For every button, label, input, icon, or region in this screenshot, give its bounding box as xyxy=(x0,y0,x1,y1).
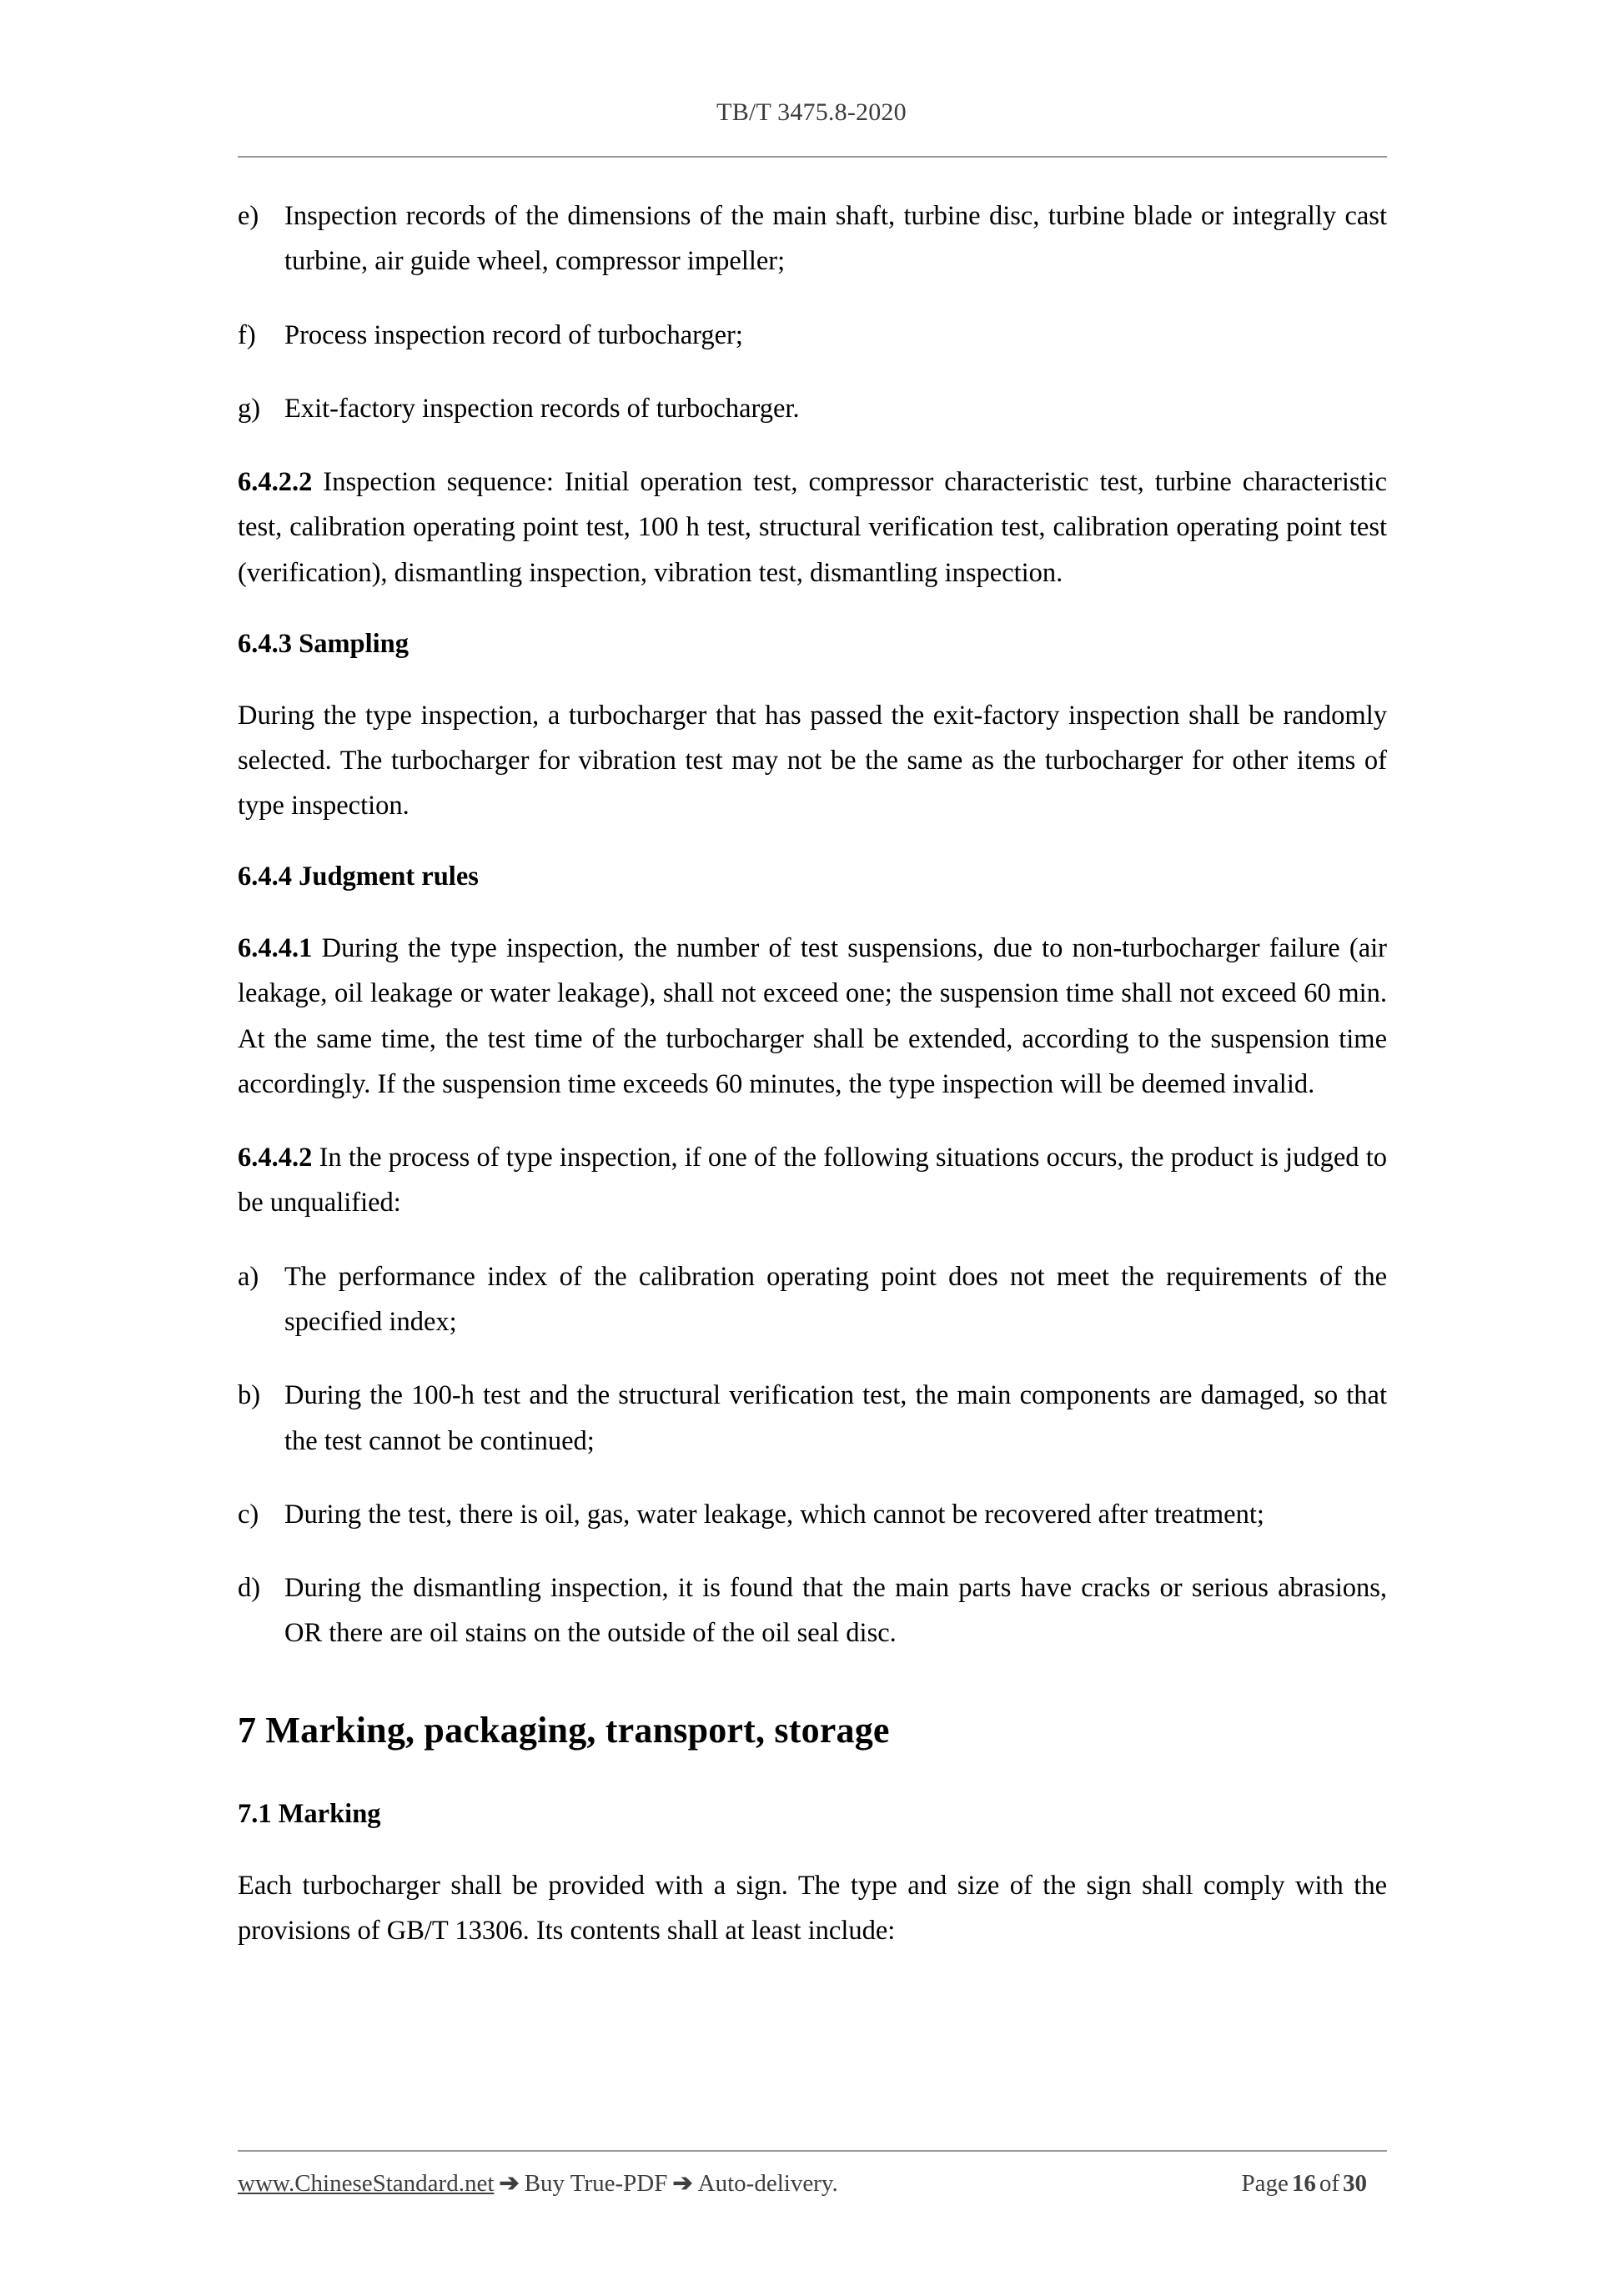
list-item xyxy=(238,386,1387,431)
arrow-right-icon: ➔ xyxy=(672,2170,693,2197)
of-label: of xyxy=(1319,2170,1339,2197)
chinesestandard-link[interactable]: www.ChineseStandard.net xyxy=(238,2170,495,2197)
heading-7-1-marking: 7.1 Marking xyxy=(238,1799,381,1830)
page-indicator xyxy=(1241,2170,1387,2198)
page-header xyxy=(0,98,1623,127)
list-item xyxy=(238,1565,1387,1656)
auto-delivery-label: Auto-delivery. xyxy=(697,2170,838,2197)
list-item-text: Inspection records of the dimensions of the main shaft, turbine disc, turbine blade or integrally cast turbine, air guide wheel, compressor impeller; xyxy=(284,201,1387,277)
clause-number: 6.4.2.2 xyxy=(238,467,313,498)
arrow-right-icon: ➔ xyxy=(499,2170,520,2197)
page-label: Page xyxy=(1241,2170,1289,2197)
standard-number: TB/T 3475.8-2020 xyxy=(716,98,907,126)
list-marker: a) xyxy=(238,1261,259,1292)
list-item xyxy=(238,313,1387,358)
list-marker: d) xyxy=(238,1573,261,1604)
buy-true-pdf-label: Buy True-PDF xyxy=(524,2170,668,2197)
list-marker: b) xyxy=(238,1380,261,1411)
page-footer xyxy=(238,2168,1387,2198)
clause-6-4-2-2 xyxy=(238,460,1387,595)
list-item xyxy=(238,1373,1387,1464)
list-item-text: Process inspection record of turbocharger; xyxy=(284,319,743,350)
list-item-text: The performance index of the calibration operating point does not meet the requirements of the specified index; xyxy=(284,1261,1387,1338)
header-divider xyxy=(238,156,1387,158)
list-marker: f) xyxy=(238,319,256,350)
document-body xyxy=(238,193,1387,1982)
clause-6-4-4-1 xyxy=(238,926,1387,1107)
footer-promo xyxy=(238,2168,838,2198)
list-item xyxy=(238,1254,1387,1345)
list-item-text: During the dismantling inspection, it is found that the main parts have cracks or serious abrasions, OR there are oil stains on the outside of the oil seal disc. xyxy=(284,1573,1387,1649)
list-item xyxy=(238,193,1387,284)
list-item-text: During the test, there is oil, gas, water leakage, which cannot be recovered after treatment; xyxy=(284,1499,1264,1530)
clause-text: Inspection sequence: Initial operation test, compressor characteristic test, turbine characteristic test, calibration operating point test, 100 h test, structural verification test, calibration operating point test (verification), dismantling inspection, vibration test, dismantling inspection. xyxy=(238,467,1388,588)
heading-section-7: 7 Marking, packaging, transport, storage xyxy=(238,1709,890,1751)
list-marker: c) xyxy=(238,1499,259,1530)
footer-divider xyxy=(238,2150,1387,2152)
current-page-number: 16 xyxy=(1291,2170,1316,2197)
heading-6-4-4-judgment-rules: 6.4.4 Judgment rules xyxy=(238,862,479,892)
list-item-text: During the 100-h test and the structural verification test, the main components are damaged, so that the test cannot be continued; xyxy=(284,1380,1387,1456)
clause-7-1-text: Each turbocharger shall be provided with a sign. The type and size of the sign shall comply with the provisions of GB/T 13306. Its contents shall at least include: xyxy=(238,1870,1387,1947)
clause-6-4-4-2 xyxy=(238,1135,1387,1226)
clause-text: During the type inspection, the number of test suspensions, due to non-turbocharger failure (air leakage, oil leakage or water leakage), shall not exceed one; the suspension time shall not exceed 60 min. At the same time, the test time of the turbocharger shall be extended, according to the suspension time accordingly. If the suspension time exceeds 60 minutes, the type inspection will be deemed invalid. xyxy=(238,933,1387,1099)
clause-number: 6.4.4.1 xyxy=(238,933,313,964)
total-page-count: 30 xyxy=(1343,2170,1367,2197)
clause-6-4-3-text: During the type inspection, a turbocharger that has passed the exit-factory inspection shall be randomly selected. The turbocharger for vibration test may not be the same as the turbocharger for other items of type inspection. xyxy=(238,700,1387,821)
heading-6-4-3-sampling: 6.4.3 Sampling xyxy=(238,628,409,659)
clause-text: In the process of type inspection, if one of the following situations occurs, the product is judged to be unqualified: xyxy=(238,1143,1387,1218)
clause-number: 6.4.4.2 xyxy=(238,1143,313,1173)
list-item-text: Exit-factory inspection records of turbocharger. xyxy=(284,393,800,424)
list-item xyxy=(238,1492,1387,1537)
list-marker: e) xyxy=(238,201,259,231)
list-marker: g) xyxy=(238,393,261,424)
